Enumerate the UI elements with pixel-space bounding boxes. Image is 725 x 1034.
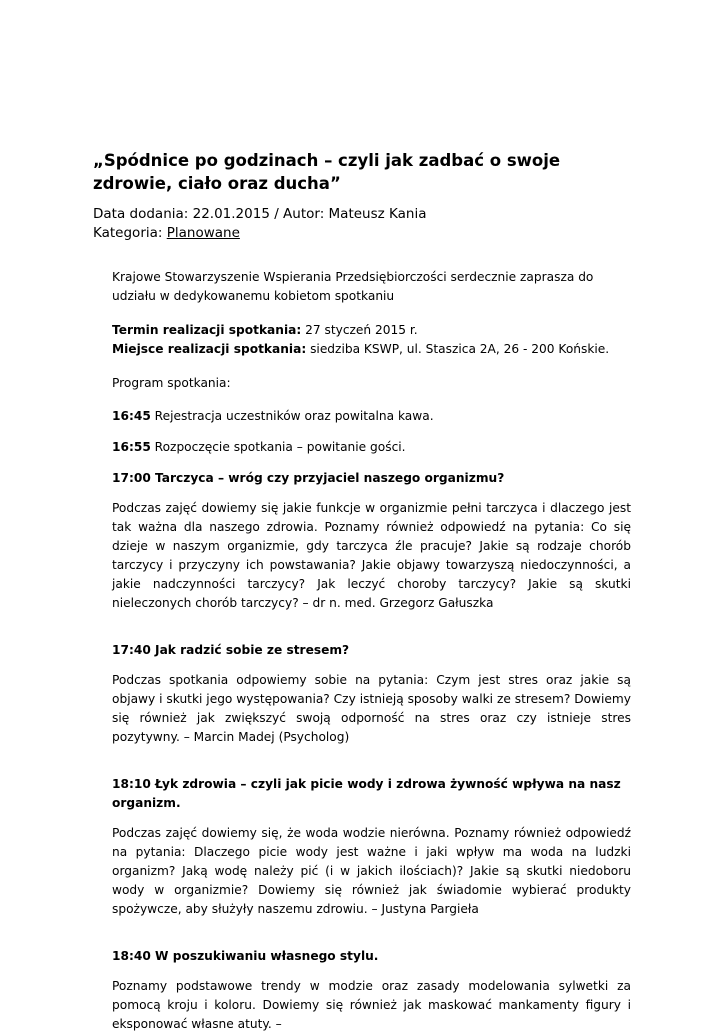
program-item-time: 16:55 xyxy=(112,440,151,454)
category-line xyxy=(93,224,633,243)
section-heading: 18:10 Łyk zdrowia – czyli jak picie wody i zdrowa żywność wpływa na nasz organizm. xyxy=(112,777,621,810)
category-label: Kategoria: xyxy=(93,225,167,241)
program-item xyxy=(112,407,631,426)
program-item xyxy=(112,438,631,457)
section-heading: 17:40 Jak radzić sobie ze stresem? xyxy=(112,643,350,657)
program-item-text: Rejestracja uczestników oraz powitalna kawa. xyxy=(150,409,434,423)
program-label: Program spotkania: xyxy=(112,376,231,390)
date-author-line: Data dodania: 22.01.2015 / Autor: Mateusz Kania xyxy=(93,206,427,222)
intro-paragraph: Krajowe Stowarzyszenie Wspierania Przedsiębiorczości serdecznie zaprasza do udziału w dedykowanemu kobietom spotkaniu xyxy=(112,270,594,303)
section-heading: 17:00 Tarczyca – wróg czy przyjaciel naszego organizmu? xyxy=(112,471,505,485)
termin-row xyxy=(112,321,631,340)
section-body: Podczas spotkania odpowiemy sobie na pytania: Czym jest stres oraz jakie są objawy i skutki jego występowania? Czy istnieją sposoby walki ze stresem? Dowiemy się również jak zwiększyć swoją odporność na stres oraz czy istnieje stres pozytywny. – Marcin Madej (Psycholog) xyxy=(112,673,631,744)
miejsce-value: siedziba KSWP, ul. Staszica 2A, 26 - 200 Końskie. xyxy=(306,342,610,356)
miejsce-label: Miejsce realizacji spotkania: xyxy=(112,342,307,356)
article-meta xyxy=(93,205,633,243)
section-body: Podczas zajęć dowiemy się jakie funkcje w organizmie pełni tarczyca i dlaczego jest tak ważna dla naszego zdrowia. Poznamy również odpowiedź na pytania: Co się dzieje w naszym organizmie, gdy tarczyca źle pracuje? Jakie są rodzaje chorób tarczycy i przyczyny ich powstawania? Jakie objawy towarzyszą niedoczynności, a jakie nadczynności tarczycy? Jak leczyć choroby tarczycy? Jakie są skutki nieleczonych chorób tarczycy? – dr n. med. Grzegorz Gałuszka xyxy=(112,501,631,610)
program-item-text: Rozpoczęcie spotkania – powitanie gości. xyxy=(150,440,406,454)
article-content xyxy=(112,268,631,1034)
section-body: Poznamy podstawowe trendy w modzie oraz zasady modelowania sylwetki za pomocą kroju i koloru. Dowiemy się również jak maskować mankamenty figury i eksponować własne atuty. – xyxy=(112,979,631,1031)
category-link[interactable]: Planowane xyxy=(166,225,240,241)
termin-value: 27 styczeń 2015 r. xyxy=(301,323,418,337)
section-heading: 18:40 W poszukiwaniu własnego stylu. xyxy=(112,949,379,963)
termin-label: Termin realizacji spotkania: xyxy=(112,323,302,337)
article-title: „Spódnice po godzinach – czyli jak zadbać o swoje zdrowie, ciało oraz ducha” xyxy=(93,151,561,193)
section-body: Podczas zajęć dowiemy się, że woda wodzie nierówna. Poznamy również odpowiedź na pytania: Dlaczego picie wody jest ważne i jaki wpływ ma woda na ludzki organizm? Jaką wodę należy pić (i w jakich ilościach)? Jakie są skutki niedoboru wody w organizmie? Dowiemy się również jak świadomie wybierać produkty spożywcze, aby służyły naszemu zdrowiu. – Justyna Pargieła xyxy=(112,826,631,916)
miejsce-row xyxy=(112,340,631,359)
program-item-time: 16:45 xyxy=(112,409,151,423)
